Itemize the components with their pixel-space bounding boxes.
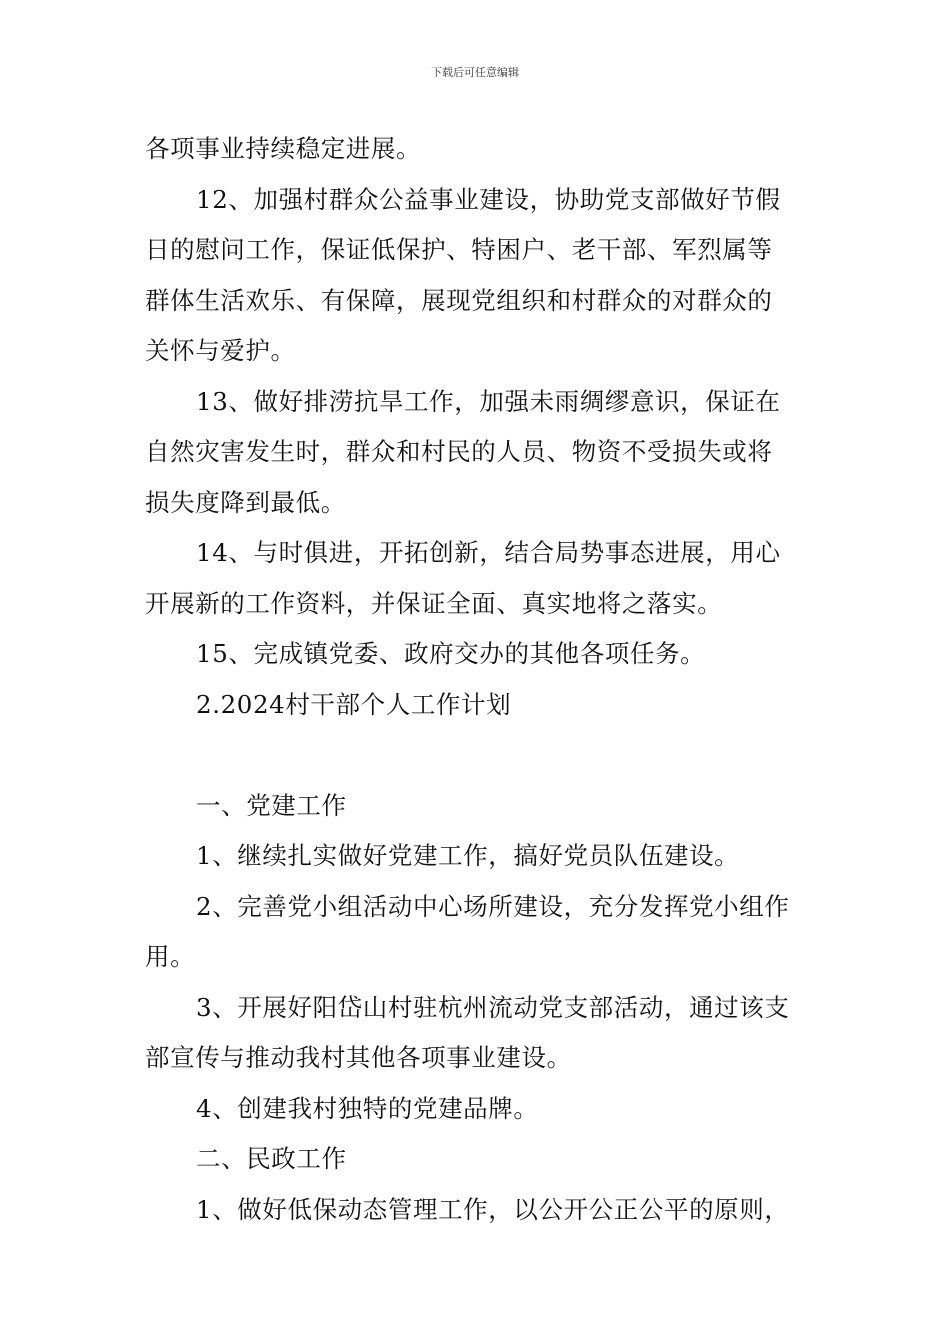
paragraph-line: 开展新的工作资料，并保证全面、真实地将之落实。 [145, 588, 723, 618]
page-header-note: 下载后可任意编辑 [431, 66, 519, 79]
section-heading: 一、党建工作 [196, 790, 347, 820]
paragraph-line: 15、完成镇党委、政府交办的其他各项任务。 [196, 639, 706, 668]
paragraph-line: 自然灾害发生时，群众和村民的人员、物资不受损失或将 [145, 437, 773, 466]
section-title: 2.2024村干部个人工作计划 [196, 689, 512, 719]
paragraph-line: 用。 [145, 942, 196, 971]
paragraph-line: 1、继续扎实做好党建工作，搞好党员队伍建设。 [196, 841, 740, 870]
paragraph-line: 1、做好低保动态管理工作，以公开公正公平的原则， [196, 1194, 790, 1224]
blank-line [145, 730, 809, 781]
paragraph-line: 13、做好排涝抗旱工作，加强未雨绸缪意识，保证在 [196, 386, 781, 416]
section-heading: 二、民政工作 [196, 1144, 347, 1173]
paragraph-line: 日的慰问工作，保证低保护、特困户、老干部、军烈属等 [145, 235, 773, 264]
paragraph-line: 14、与时俱进，开拓创新，结合局势事态进展，用心 [196, 538, 781, 567]
paragraph-line: 3、开展好阳岱山村驻杭州流动党支部活动，通过该支 [196, 992, 790, 1022]
paragraph-line: 损失度降到最低。 [145, 487, 346, 517]
paragraph-line: 4、创建我村独特的党建品牌。 [196, 1093, 539, 1123]
paragraph-line: 2、完善党小组活动中心场所建设，充分发挥党小组作 [196, 891, 790, 921]
paragraph-line: 关怀与爱护。 [145, 336, 296, 365]
paragraph-line: 各项事业持续稳定进展。 [145, 134, 422, 163]
paragraph-line: 群体生活欢乐、有保障，展现党组织和村群众的对群众的 [145, 285, 773, 315]
paragraph-line: 12、加强村群众公益事业建设，协助党支部做好节假 [196, 184, 781, 214]
paragraph-line: 部宣传与推动我村其他各项事业建设。 [145, 1043, 572, 1072]
document-body [145, 124, 809, 1235]
